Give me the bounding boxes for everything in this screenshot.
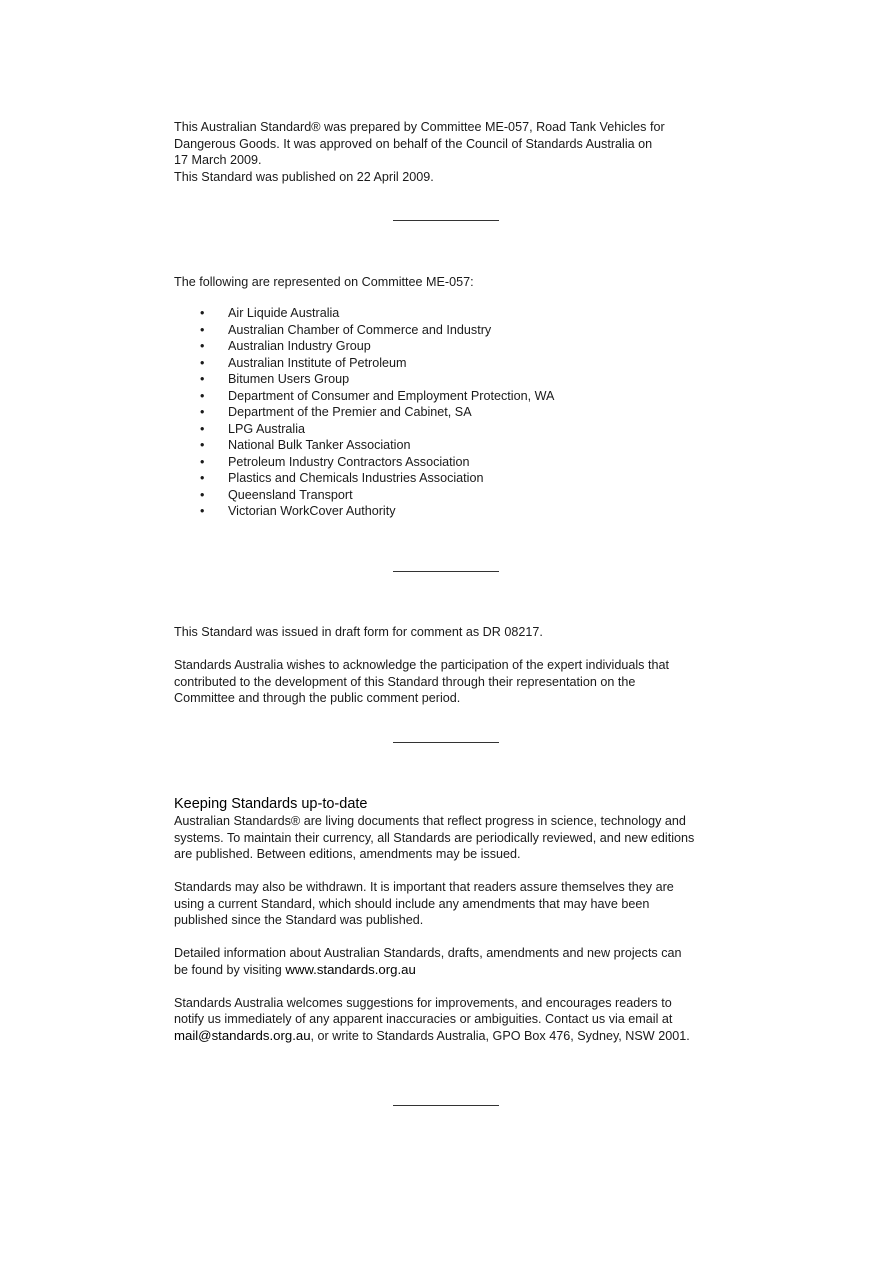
committee-heading-block — [174, 274, 734, 291]
acknowledgement-line: Committee and through the public comment period. — [174, 691, 461, 705]
list-item: • Australian Chamber of Commerce and Industry — [200, 322, 554, 339]
paragraph-withdrawn — [174, 879, 734, 929]
text-line: Australian Standards® are living documents that reflect progress in science, technology and — [174, 814, 686, 828]
approval-date: 17 March 2009. — [174, 153, 262, 167]
text-line: be found by visiting — [174, 962, 286, 977]
approval-statement — [174, 119, 734, 185]
text-line: , or write to Standards Australia, GPO Box 476, Sydney, NSW 2001. — [310, 1028, 690, 1043]
list-item: • LPG Australia — [200, 421, 554, 438]
section-heading: Keeping Standards up-to-date — [174, 796, 368, 812]
paragraph-contact — [174, 995, 734, 1045]
website-link[interactable]: www.standards.org.au — [285, 961, 416, 977]
list-item: • Department of Consumer and Employment Protection, WA — [200, 388, 554, 405]
approval-line: Dangerous Goods. It was approved on behalf of the Council of Standards Australia on — [174, 136, 653, 151]
text-line: Standards Australia welcomes suggestions for improvements, and encourages readers to — [174, 995, 672, 1010]
paragraph-more-info — [174, 945, 734, 978]
text-line: systems. To maintain their currency, all Standards are periodically reviewed, and new editions — [174, 830, 695, 845]
list-item: • Queensland Transport — [200, 487, 554, 504]
text-line: Standards may also be withdrawn. It is important that readers assure themselves they are — [174, 880, 674, 894]
section-divider — [393, 220, 499, 221]
email-link[interactable]: mail@standards.org.au — [174, 1027, 311, 1043]
approval-line: This Australian Standard® was prepared by Committee ME-057, Road Tank Vehicles for — [174, 120, 665, 134]
committee-heading: The following are represented on Committee ME-057: — [174, 275, 474, 289]
list-item: • Bitumen Users Group — [200, 371, 554, 388]
list-item: • Australian Institute of Petroleum — [200, 355, 554, 372]
acknowledgement-line: Standards Australia wishes to acknowledge the participation of the expert individuals that — [174, 658, 669, 672]
committee-member-list — [200, 305, 554, 520]
draft-acknowledgement — [174, 624, 734, 707]
keeping-up-to-date-section — [174, 795, 734, 1044]
acknowledgement-paragraph — [174, 657, 734, 707]
list-item: • Victorian WorkCover Authority — [200, 503, 554, 520]
publication-date: This Standard was published on 22 April 2009. — [174, 169, 434, 184]
text-line: Detailed information about Australian Standards, drafts, amendments and new projects can — [174, 946, 682, 960]
list-item: • National Bulk Tanker Association — [200, 437, 554, 454]
list-item: • Air Liquide Australia — [200, 305, 554, 322]
text-line: using a current Standard, which should include any amendments that may have been — [174, 896, 650, 911]
paragraph-living-documents — [174, 813, 734, 863]
list-item: • Plastics and Chemicals Industries Association — [200, 470, 554, 487]
acknowledgement-line: contributed to the development of this Standard through their representation on the — [174, 674, 636, 689]
section-divider — [393, 742, 499, 743]
list-item: • Department of the Premier and Cabinet, SA — [200, 404, 554, 421]
text-line: published since the Standard was published. — [174, 913, 424, 927]
text-line: are published. Between editions, amendments may be issued. — [174, 847, 521, 861]
text-line: notify us immediately of any apparent inaccuracies or ambiguities. Contact us via email at — [174, 1012, 673, 1026]
list-item: • Australian Industry Group — [200, 338, 554, 355]
draft-statement: This Standard was issued in draft form for comment as DR 08217. — [174, 625, 543, 639]
list-item: • Petroleum Industry Contractors Association — [200, 454, 554, 471]
section-divider — [393, 1105, 499, 1106]
section-divider — [393, 571, 499, 572]
